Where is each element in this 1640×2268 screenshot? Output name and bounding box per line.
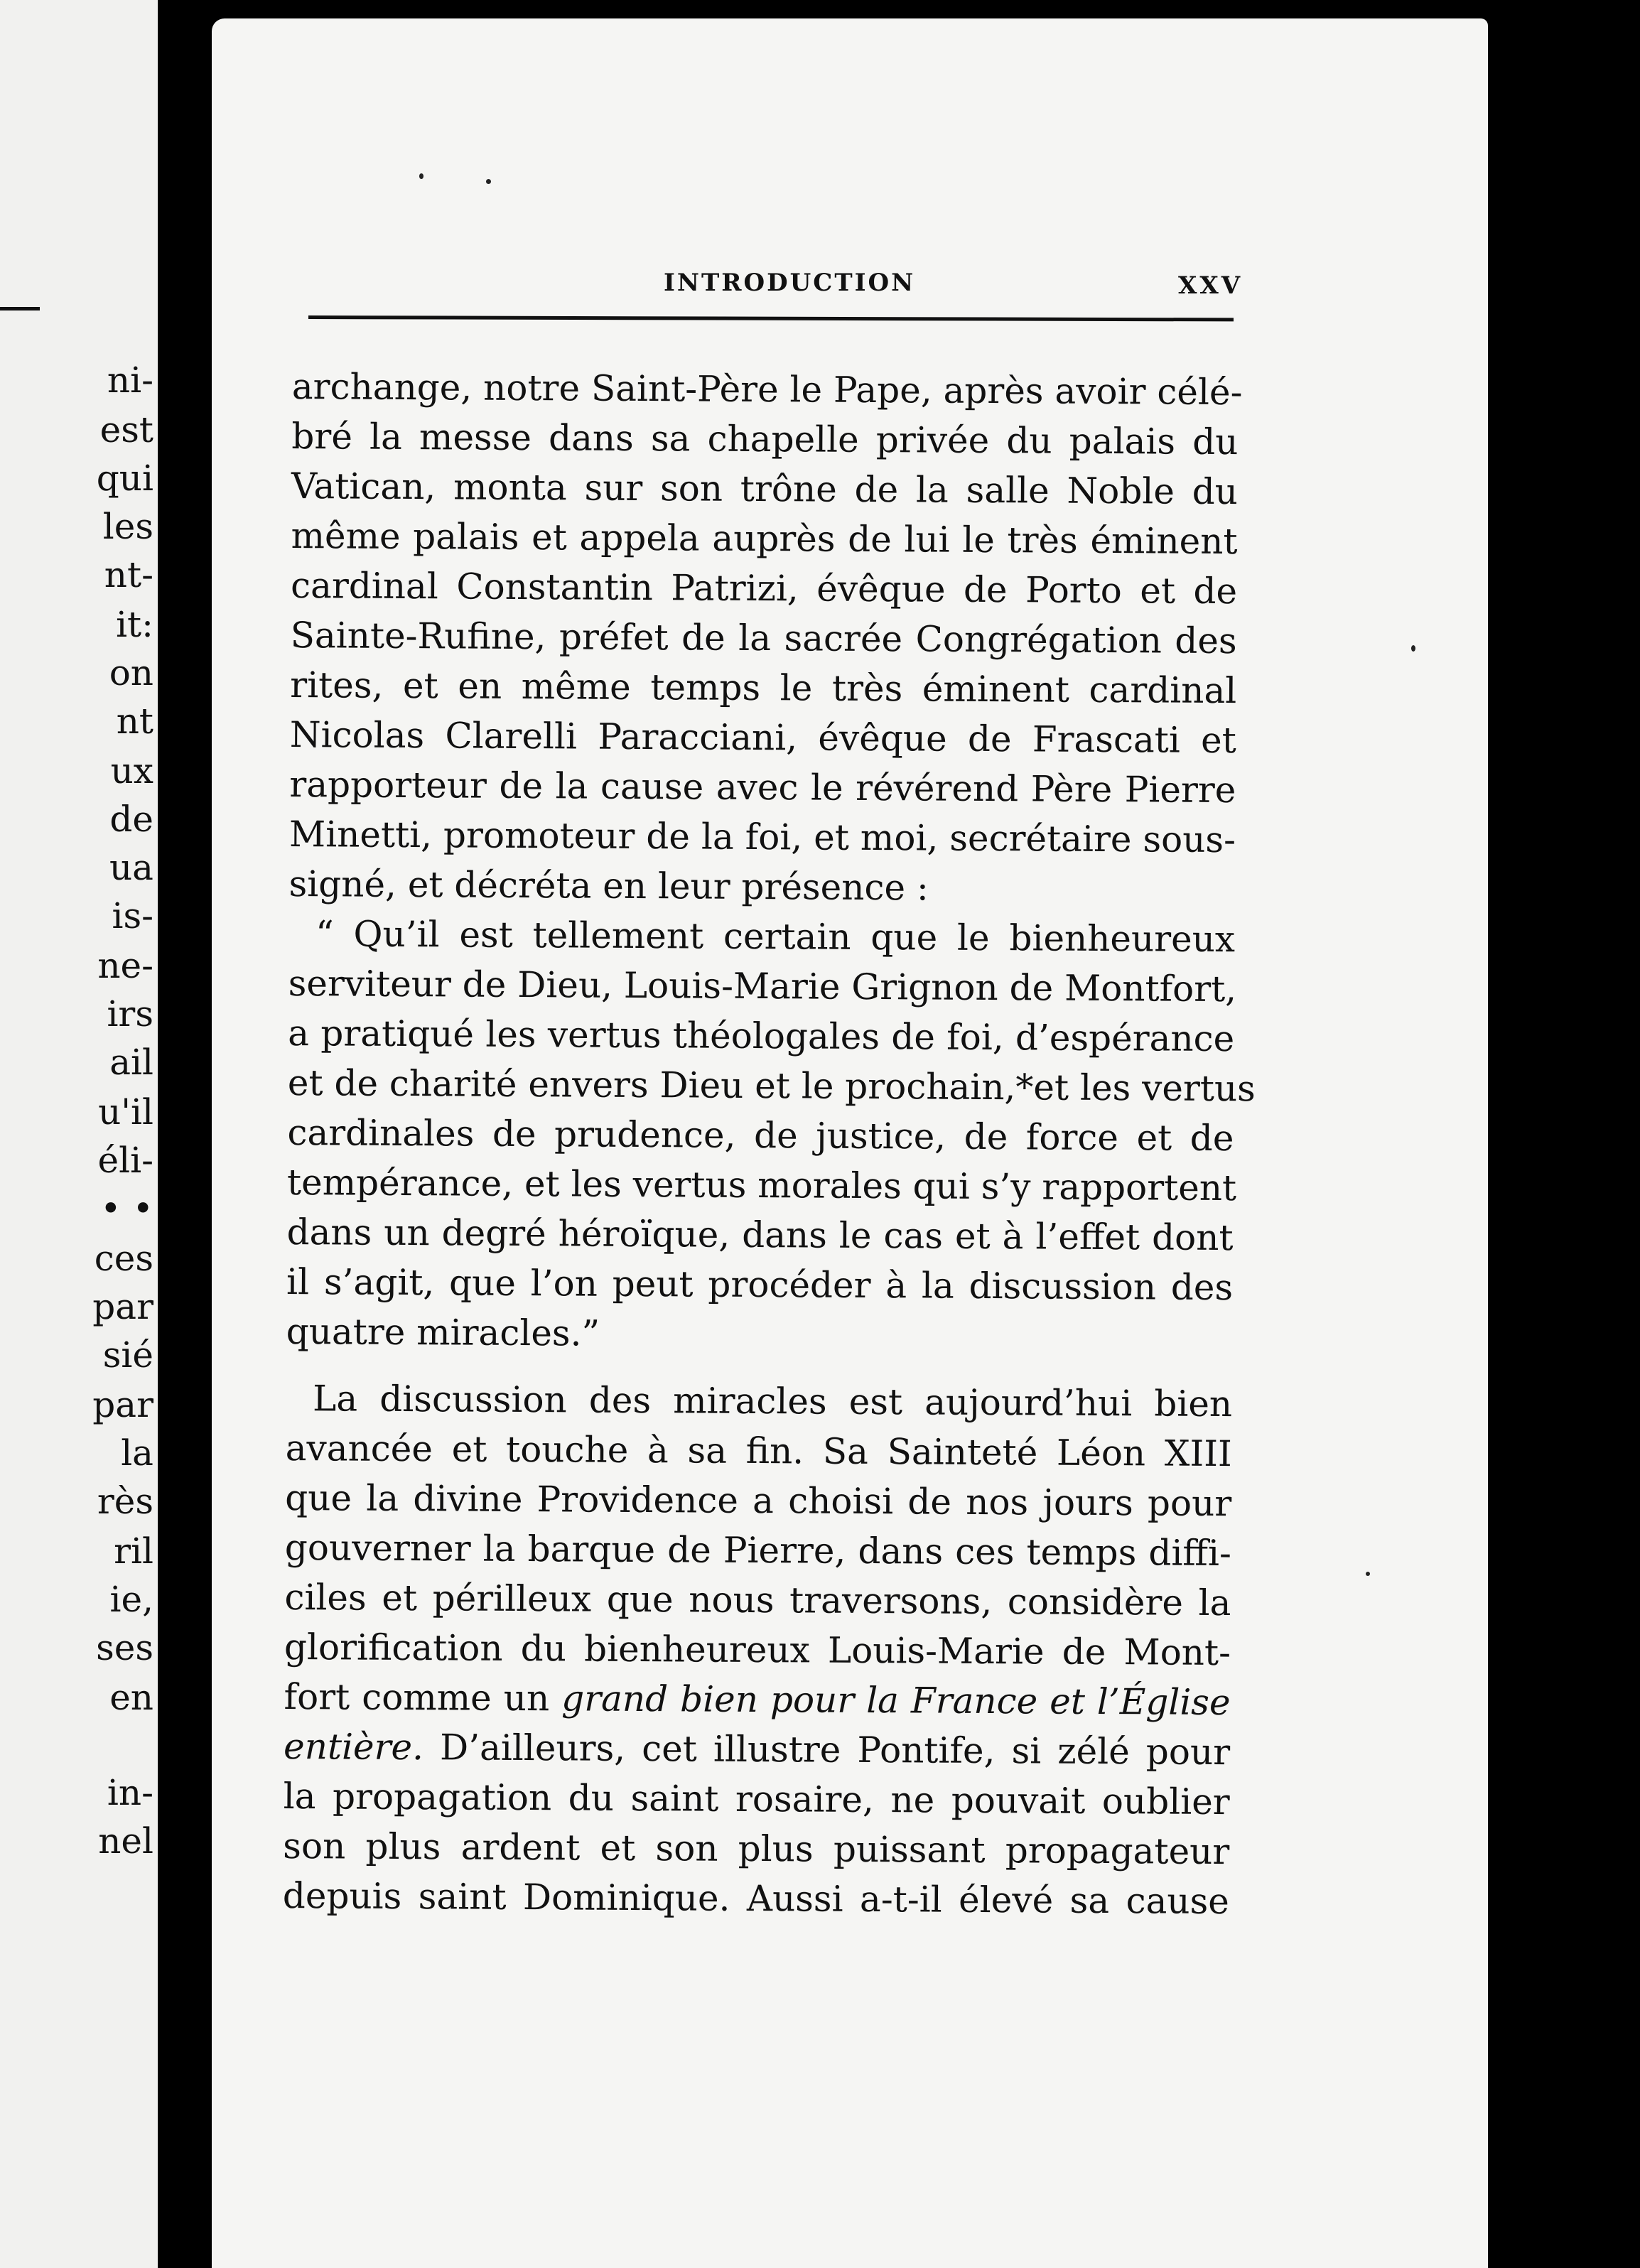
text-line: glorification du bienheureux Louis-Marie de Mont-: [284, 1626, 1231, 1674]
text-line: que la divine Providence a choisi de nos jours pour: [285, 1476, 1232, 1525]
previous-page-fragment: de: [109, 799, 153, 840]
previous-page-fragment: par: [92, 1384, 153, 1425]
page-number: XXV: [1178, 271, 1244, 300]
text-line: Sainte-Rufine, préfet de la sacrée Congrégation des: [290, 614, 1237, 662]
text-line: “ Qu’il est tellement certain que le bienheureux: [315, 913, 1236, 961]
text-line: quatre miracles.”: [286, 1310, 600, 1354]
text-line: serviteur de Dieu, Louis-Marie Grignon de Montfort,: [288, 962, 1237, 1010]
previous-page-fragment: éli-: [97, 1140, 153, 1181]
text-line: il s’agit, que l’on peut procéder à la discussion des: [286, 1260, 1234, 1309]
running-head: [212, 269, 1488, 311]
previous-page-fragment: u'il: [98, 1091, 153, 1133]
scan-speck: [1366, 1572, 1370, 1576]
previous-page-fragment: la: [121, 1432, 153, 1474]
text-line: gouverner la barque de Pierre, dans ces temps diffi-: [284, 1526, 1232, 1575]
previous-page-fragment: nel: [98, 1820, 153, 1862]
italic-emphasis: entière.: [283, 1725, 424, 1768]
text-line: même palais et appela auprès de lui le très éminent: [291, 514, 1238, 563]
previous-page-fragment: ux: [110, 750, 153, 792]
text-line: son plus ardent et son plus puissant propagateur: [283, 1825, 1230, 1873]
running-head-title: INTRODUCTION: [664, 269, 916, 297]
text-line: Minetti, promoteur de la foi, et moi, secrétaire sous-: [288, 813, 1236, 861]
header-rule: [308, 315, 1234, 321]
text-line: Vatican, monta sur son trône de la salle Noble du: [291, 465, 1239, 513]
text-line: avancée et touche à sa fin. Sa Sainteté Léon XIII: [285, 1427, 1232, 1475]
previous-page-fragment: ni-: [107, 360, 153, 401]
text-line: bré la messe dans sa chapelle privée du palais du: [291, 415, 1239, 463]
text-line: rapporteur de la cause avec le révérend Père Pierre: [289, 763, 1236, 811]
scan-speck: [419, 173, 424, 179]
text-line: cardinal Constantin Patrizi, évêque de Porto et de: [290, 564, 1238, 612]
previous-page-fragment: • •: [100, 1188, 153, 1229]
previous-page-fragment: est: [99, 409, 153, 450]
text-line: rites, et en même temps le très éminent cardinal: [290, 664, 1237, 712]
previous-page-fragment: ril: [114, 1530, 153, 1572]
previous-page-edge: [0, 0, 158, 2268]
italic-emphasis: grand bien pour la France et l’Église: [561, 1678, 1231, 1724]
previous-page-fragment: ses: [96, 1627, 153, 1668]
text-line: depuis saint Dominique. Aussi a-t-il élevé sa cause: [282, 1874, 1230, 1923]
previous-page-fragment: nt: [116, 701, 153, 742]
previous-page-fragment: ne-: [97, 945, 153, 986]
text-line: archange, notre Saint-Père le Pape, après avoir célé-: [291, 365, 1243, 414]
scan-speck: [486, 179, 491, 184]
text-line: ciles et périlleux que nous traversons, considère la: [284, 1576, 1231, 1624]
previous-page-fragment: on: [109, 652, 153, 693]
previous-page-fragment: ces: [94, 1238, 153, 1279]
previous-page-fragment: en: [109, 1677, 153, 1718]
previous-page-fragment: is-: [112, 895, 153, 936]
book-page: [212, 18, 1488, 2268]
text-run: D’ailleurs, cet illustre Pontife, si zélé pour: [423, 1727, 1231, 1773]
previous-page-fragment: ua: [109, 847, 153, 888]
previous-page-header-rule: [0, 307, 40, 310]
text-line: signé, et décréta en leur présence :: [288, 863, 929, 909]
previous-page-fragment: irs: [107, 993, 153, 1035]
text-line: tempérance, et les vertus morales qui s’y rapportent: [286, 1161, 1237, 1209]
previous-page-fragment: in-: [107, 1772, 153, 1813]
text-line: a pratiqué les vertus théologales de foi, d’espérance: [288, 1012, 1235, 1060]
previous-page-fragment: ie,: [109, 1579, 153, 1620]
text-line: La discussion des miracles est aujourd’hui bien: [312, 1378, 1233, 1425]
text-line: Nicolas Clarelli Paracciani, évêque de Frascati et: [289, 713, 1236, 762]
text-line-with-emphasis: [284, 1675, 1230, 1724]
previous-page-fragment: ail: [109, 1042, 153, 1083]
text-line: dans un degré héroïque, dans le cas et à l’effet dont: [286, 1211, 1234, 1259]
previous-page-fragment: it:: [116, 604, 153, 645]
text-line: et de charité envers Dieu et le prochain,*et les vertus: [287, 1062, 1256, 1110]
previous-page-fragment: qui: [96, 458, 153, 499]
previous-page-fragment: rès: [97, 1481, 153, 1522]
text-line-with-emphasis: [284, 1725, 1230, 1773]
text-run: fort comme un: [284, 1675, 562, 1719]
scan-speck: [1411, 645, 1415, 652]
previous-page-fragment: les: [102, 506, 153, 547]
previous-page-fragment: par: [92, 1286, 153, 1327]
text-line: la propagation du saint rosaire, ne pouvait oublier: [283, 1775, 1230, 1823]
previous-page-fragment: nt-: [104, 554, 153, 595]
previous-page-fragment: sié: [102, 1334, 153, 1376]
text-line: cardinales de prudence, de justice, de force et de: [287, 1111, 1234, 1160]
